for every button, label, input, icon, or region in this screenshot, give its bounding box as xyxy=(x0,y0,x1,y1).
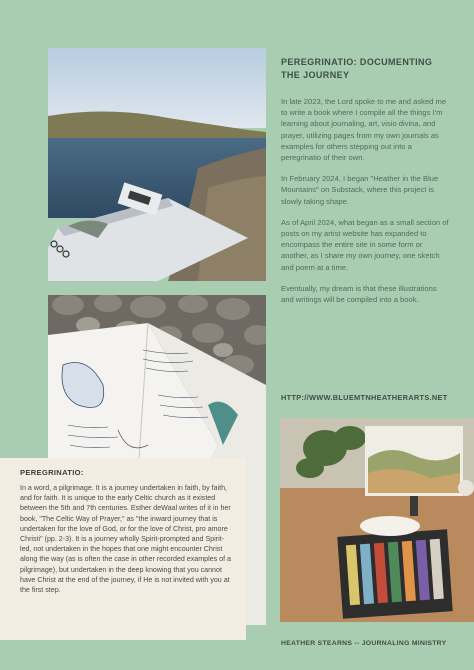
intro-paragraph-4: Eventually, my dream is that these illustrations and writings will be compiled into a book. xyxy=(281,283,437,305)
definition-card xyxy=(0,458,246,640)
art-supplies-photo xyxy=(280,418,474,622)
intro-column xyxy=(281,56,451,315)
river-journal-photo xyxy=(48,48,266,281)
footer-credit: HEATHER STEARNS -- JOURNALING MINISTRY xyxy=(281,640,447,647)
definition-text: In a word, a pilgrimage. It is a journey undertaken in faith, by faith, and for faith. It is unique to the early Celtic church as it existed between the 5th and 7th centuries. Esther deWaal writes of it in her book, "The Celtic Way of Prayer," as "the inward journey that is undertaken for the love of God, or for the love of Christ, pro amore Christi" (pp. 2-3). It is a journey wholly Spirit-prompted and Spirit-led, not undertaken in the hopes that one might encounter Christ along the way (as is often the case in other recorded examples of a pilgrimage), but undertaken in the deep knowing that you cannot have Christ at the end of the journey, if He is not invited with you at the first step. xyxy=(20,484,231,595)
website-link[interactable]: HTTP://WWW.BLUEMTNHEATHERARTS.NET xyxy=(281,393,448,402)
intro-paragraph-1: In late 2023, the Lord spoke to me and asked me to write a book where I compile all the things I'm learning about journaling, art, visio divina, and prayer, utilizing pages from my own journals as examples for others stepping out into a peregrinatio of their own. xyxy=(281,97,447,163)
intro-paragraph-2: In February 2024, I began "Heather in the Blue Mountains" on Substack, where this project is slowly taking shape. xyxy=(281,174,439,206)
definition-title: PEREGRINATIO: xyxy=(20,468,84,477)
intro-paragraph-3: As of April 2024, what began as a small section of posts on my artist website has expanded to encompass the entire site in some form or another, as I share my own journey, one sketch and poem at a time. xyxy=(281,217,449,272)
section-heading: PEREGRINATIO: DOCUMENTING THE JOURNEY xyxy=(281,57,433,80)
